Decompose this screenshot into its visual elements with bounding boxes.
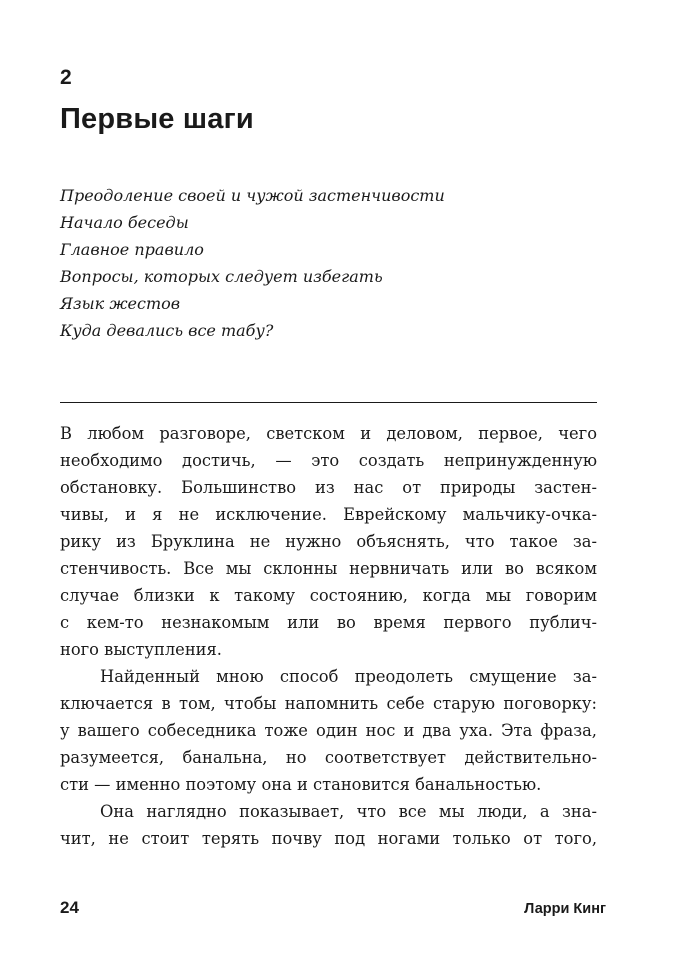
body-line: В любом разговоре, светском и деловом, первое, чего (60, 424, 597, 443)
body-line: ключается в том, чтобы напомнить себе старую поговорку: (60, 694, 597, 713)
contents-item: Куда девались все табу? (60, 321, 274, 340)
body-line: обстановку. Большинство из нас от природы застен- (60, 478, 597, 497)
contents-item: Главное правило (60, 240, 204, 259)
chapter-title: Первые шаги (60, 103, 254, 135)
body-line: ного выступления. (60, 640, 222, 659)
running-head-author: Ларри Кинг (524, 901, 606, 917)
chapter-contents-list (60, 182, 445, 344)
body-line: чивы, и я не исключение. Еврейскому мальчику-очка- (60, 505, 597, 524)
body-line: необходимо достичь, — это создать непринужденную (60, 451, 597, 470)
body-line: разумеется, банальна, но соответствует действительно- (60, 748, 597, 767)
contents-item: Вопросы, которых следует избегать (60, 267, 383, 286)
body-line: с кем-то незнакомым или во время первого публич- (60, 613, 597, 632)
contents-item: Язык жестов (60, 294, 181, 313)
body-line: у вашего собеседника тоже один нос и два уха. Эта фраза, (60, 721, 597, 740)
body-line: чит, не стоит терять почву под ногами только от того, (60, 829, 597, 848)
body-text (60, 420, 597, 852)
chapter-number: 2 (60, 66, 72, 89)
contents-item: Начало беседы (60, 213, 189, 232)
contents-item: Преодоление своей и чужой застенчивости (60, 186, 445, 205)
body-line: Она наглядно показывает, что все мы люди, а зна- (100, 802, 597, 821)
page-number: 24 (60, 898, 79, 917)
body-line: сти — именно поэтому она и становится банальностью. (60, 775, 542, 794)
section-divider (60, 402, 597, 403)
body-line: случае близки к такому состоянию, когда мы говорим (60, 586, 597, 605)
body-line: стенчивость. Все мы склонны нервничать или во всяком (60, 559, 597, 578)
body-line: Найденный мною способ преодолеть смущение за- (100, 667, 597, 686)
body-line: рику из Бруклина не нужно объяснять, что такое за- (60, 532, 597, 551)
